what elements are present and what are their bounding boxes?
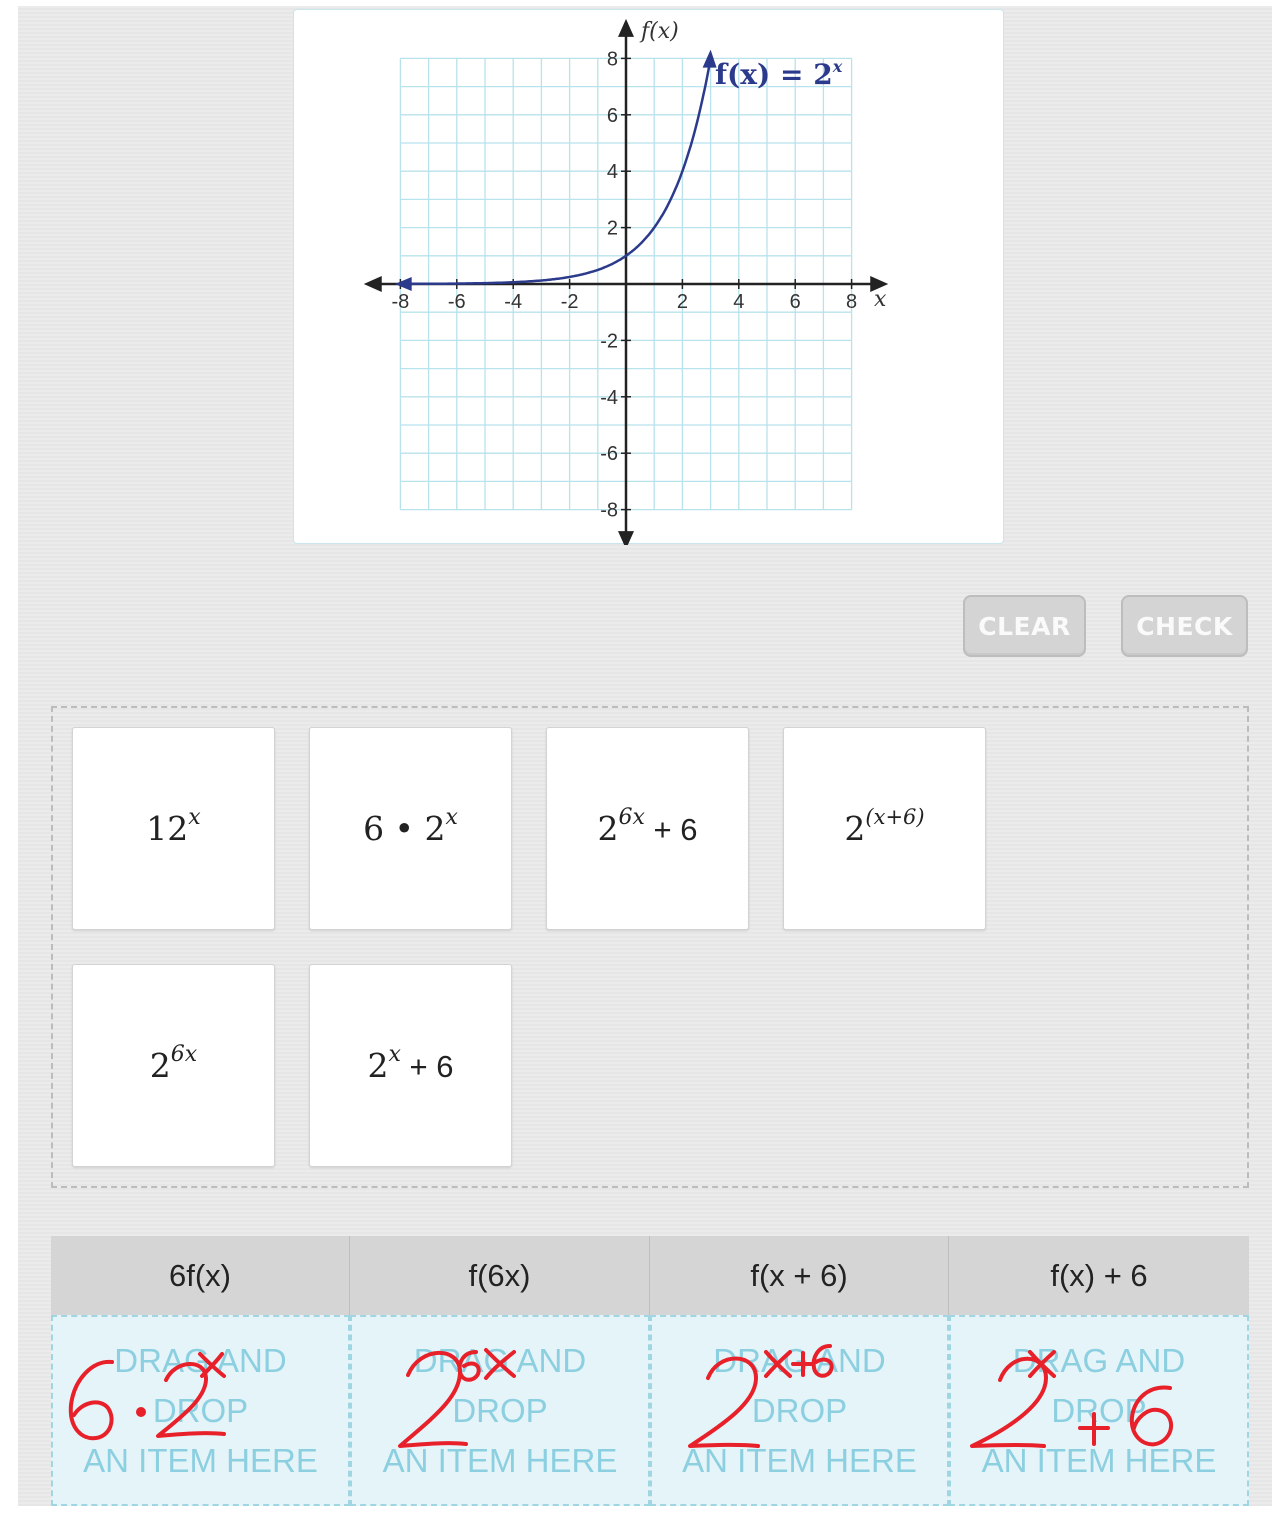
x-tick-label: -6 [447, 291, 466, 313]
y-axis-arrow [618, 531, 634, 545]
column-header: f(6x) [350, 1236, 650, 1315]
answer-tile[interactable]: $2^{6x}$ [72, 964, 275, 1167]
x-tick-label: 8 [846, 291, 858, 313]
answer-bank [51, 706, 1249, 1188]
answer-tile[interactable]: 6 • 2$^x$ [309, 727, 512, 930]
y-tick-label: 8 [606, 48, 618, 71]
check-button[interactable]: CHECK [1121, 595, 1248, 657]
y-tick-label: -4 [600, 386, 618, 409]
drop-zone[interactable]: DRAG AND DROP AN ITEM HERE [51, 1315, 350, 1506]
clear-button[interactable]: CLEAR [963, 595, 1086, 657]
x-tick-label: -8 [391, 291, 410, 313]
answer-tile[interactable]: 12$^x$ [72, 727, 275, 930]
graph-axes [364, 19, 889, 545]
curve-label: $f(x) = 2^x$ [715, 57, 843, 91]
graph-card [293, 9, 1004, 544]
answer-tile[interactable]: $2^x + 6$ [309, 964, 512, 1167]
column-header: f(x + 6) [650, 1236, 949, 1315]
column-header: f(x) + 6 [949, 1236, 1249, 1315]
y-tick-label: 4 [606, 161, 618, 184]
drop-zone[interactable]: DRAG AND DROP AN ITEM HERE [650, 1315, 949, 1506]
x-tick-label: 4 [733, 291, 745, 313]
exponential-graph [294, 10, 1005, 545]
y-tick-label: -6 [600, 443, 618, 466]
y-axis-arrow [618, 19, 634, 37]
y-tick-label: -8 [600, 499, 618, 522]
curve-arrow-left [395, 277, 412, 291]
y-tick-label: -2 [600, 330, 618, 353]
x-tick-label: -4 [504, 291, 523, 313]
x-tick-label: 6 [789, 291, 801, 313]
answer-tile[interactable]: $2^{(x+6)}$ [783, 727, 986, 930]
y-axis-label: f(x) [641, 19, 679, 44]
answer-table [51, 1236, 1249, 1506]
drop-zone[interactable]: DRAG AND DROP AN ITEM HERE [350, 1315, 650, 1506]
y-tick-label: 2 [606, 217, 618, 240]
x-axis-label: x [874, 287, 887, 312]
drop-zone[interactable]: DRAG AND DROP AN ITEM HERE [949, 1315, 1249, 1506]
answer-tile[interactable]: $2^{6x} + 6$ [546, 727, 749, 930]
x-axis-arrow [364, 276, 382, 292]
x-tick-label: -2 [560, 291, 579, 313]
y-tick-label: 6 [606, 104, 618, 127]
x-tick-label: 2 [676, 291, 688, 313]
column-header: 6f(x) [51, 1236, 350, 1315]
function-curve [403, 66, 709, 284]
